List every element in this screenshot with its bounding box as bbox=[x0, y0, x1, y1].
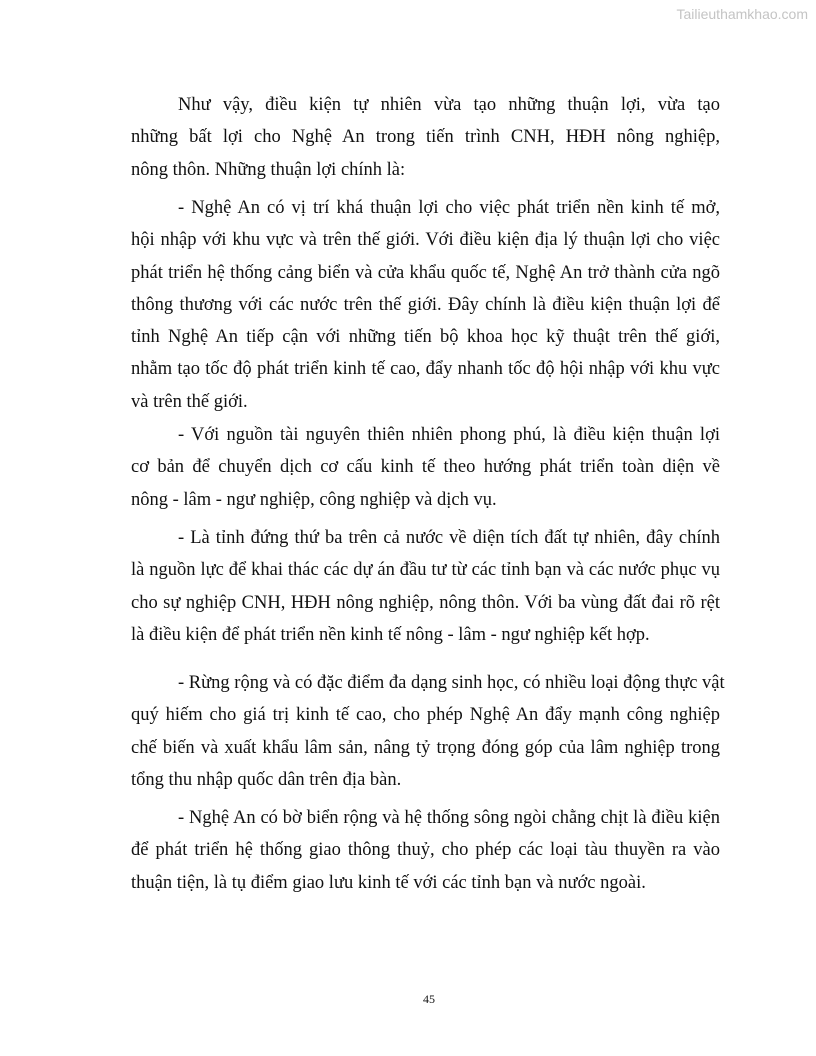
paragraph bbox=[131, 192, 720, 418]
text-line: cho sự nghiệp CNH, HĐH nông nghiệp, nông thôn. Với ba vùng đất đai rõ rệt bbox=[131, 592, 720, 613]
text-line: - Rừng rộng và có đặc điểm đa dạng sinh học, có nhiều loại động thực vật bbox=[178, 673, 725, 693]
text-line: - Với nguồn tài nguyên thiên nhiên phong phú, là điều kiện thuận lợi bbox=[178, 425, 720, 445]
text-line: là điều kiện để phát triển nền kinh tế nông - lâm - ngư nghiệp kết hợp. bbox=[131, 624, 650, 645]
text-line: - Là tỉnh đứng thứ ba trên cả nước về diện tích đất tự nhiên, đây chính bbox=[178, 528, 720, 548]
text-line: cơ bản để chuyển dịch cơ cấu kinh tế theo hướng phát triển toàn diện về bbox=[131, 457, 720, 478]
paragraph bbox=[131, 419, 720, 516]
text-line: nhằm tạo tốc độ phát triển kinh tế cao, đẩy nhanh tốc độ hội nhập với khu vực bbox=[131, 359, 720, 380]
paragraph bbox=[131, 802, 720, 899]
text-line: thuận tiện, là tụ điểm giao lưu kinh tế với các tỉnh bạn và nước ngoài. bbox=[131, 872, 646, 893]
text-line: quý hiếm cho giá trị kinh tế cao, cho phép Nghệ An đẩy mạnh công nghiệp bbox=[131, 705, 720, 726]
text-line: thông thương với các nước trên thế giới. Đây chính là điều kiện thuận lợi để bbox=[131, 294, 720, 315]
text-line: nông thôn. Những thuận lợi chính là: bbox=[131, 159, 406, 180]
text-line: Như vậy, điều kiện tự nhiên vừa tạo những thuận lợi, vừa tạo bbox=[178, 95, 720, 115]
paragraph bbox=[131, 522, 720, 651]
paragraph bbox=[131, 667, 725, 796]
text-line: để phát triển hệ thống giao thông thuỷ, cho phép các loại tàu thuyền ra vào bbox=[131, 840, 720, 861]
text-line: những bất lợi cho Nghệ An trong tiến trình CNH, HĐH nông nghiệp, bbox=[131, 127, 720, 148]
text-line: chế biến và xuất khẩu lâm sản, nâng tỷ trọng đóng góp của lâm nghiệp trong bbox=[131, 737, 720, 758]
text-line: - Nghệ An có vị trí khá thuận lợi cho việc phát triển nền kinh tế mở, bbox=[178, 198, 720, 218]
watermark: Tailieuthamkhao.com bbox=[676, 6, 808, 22]
text-line: và trên thế giới. bbox=[131, 391, 248, 412]
text-line: - Nghệ An có bờ biển rộng và hệ thống sông ngòi chằng chịt là điều kiện bbox=[178, 808, 720, 828]
text-line: nông - lâm - ngư nghiệp, công nghiệp và dịch vụ. bbox=[131, 489, 497, 510]
text-line: phát triển hệ thống cảng biển và cửa khẩu quốc tế, Nghệ An trở thành cửa ngõ bbox=[131, 262, 720, 283]
page-number: 45 bbox=[423, 992, 435, 1006]
text-line: là nguồn lực để khai thác các dự án đầu tư từ các tỉnh bạn và các nước phục vụ bbox=[131, 560, 720, 581]
text-line: tổng thu nhập quốc dân trên địa bàn. bbox=[131, 769, 402, 790]
text-line: tỉnh Nghệ An tiếp cận với những tiến bộ khoa học kỹ thuật trên thế giới, bbox=[131, 327, 720, 348]
paragraph bbox=[131, 89, 720, 186]
text-line: hội nhập với khu vực và trên thế giới. Với điều kiện địa lý thuận lợi cho việc bbox=[131, 230, 720, 251]
